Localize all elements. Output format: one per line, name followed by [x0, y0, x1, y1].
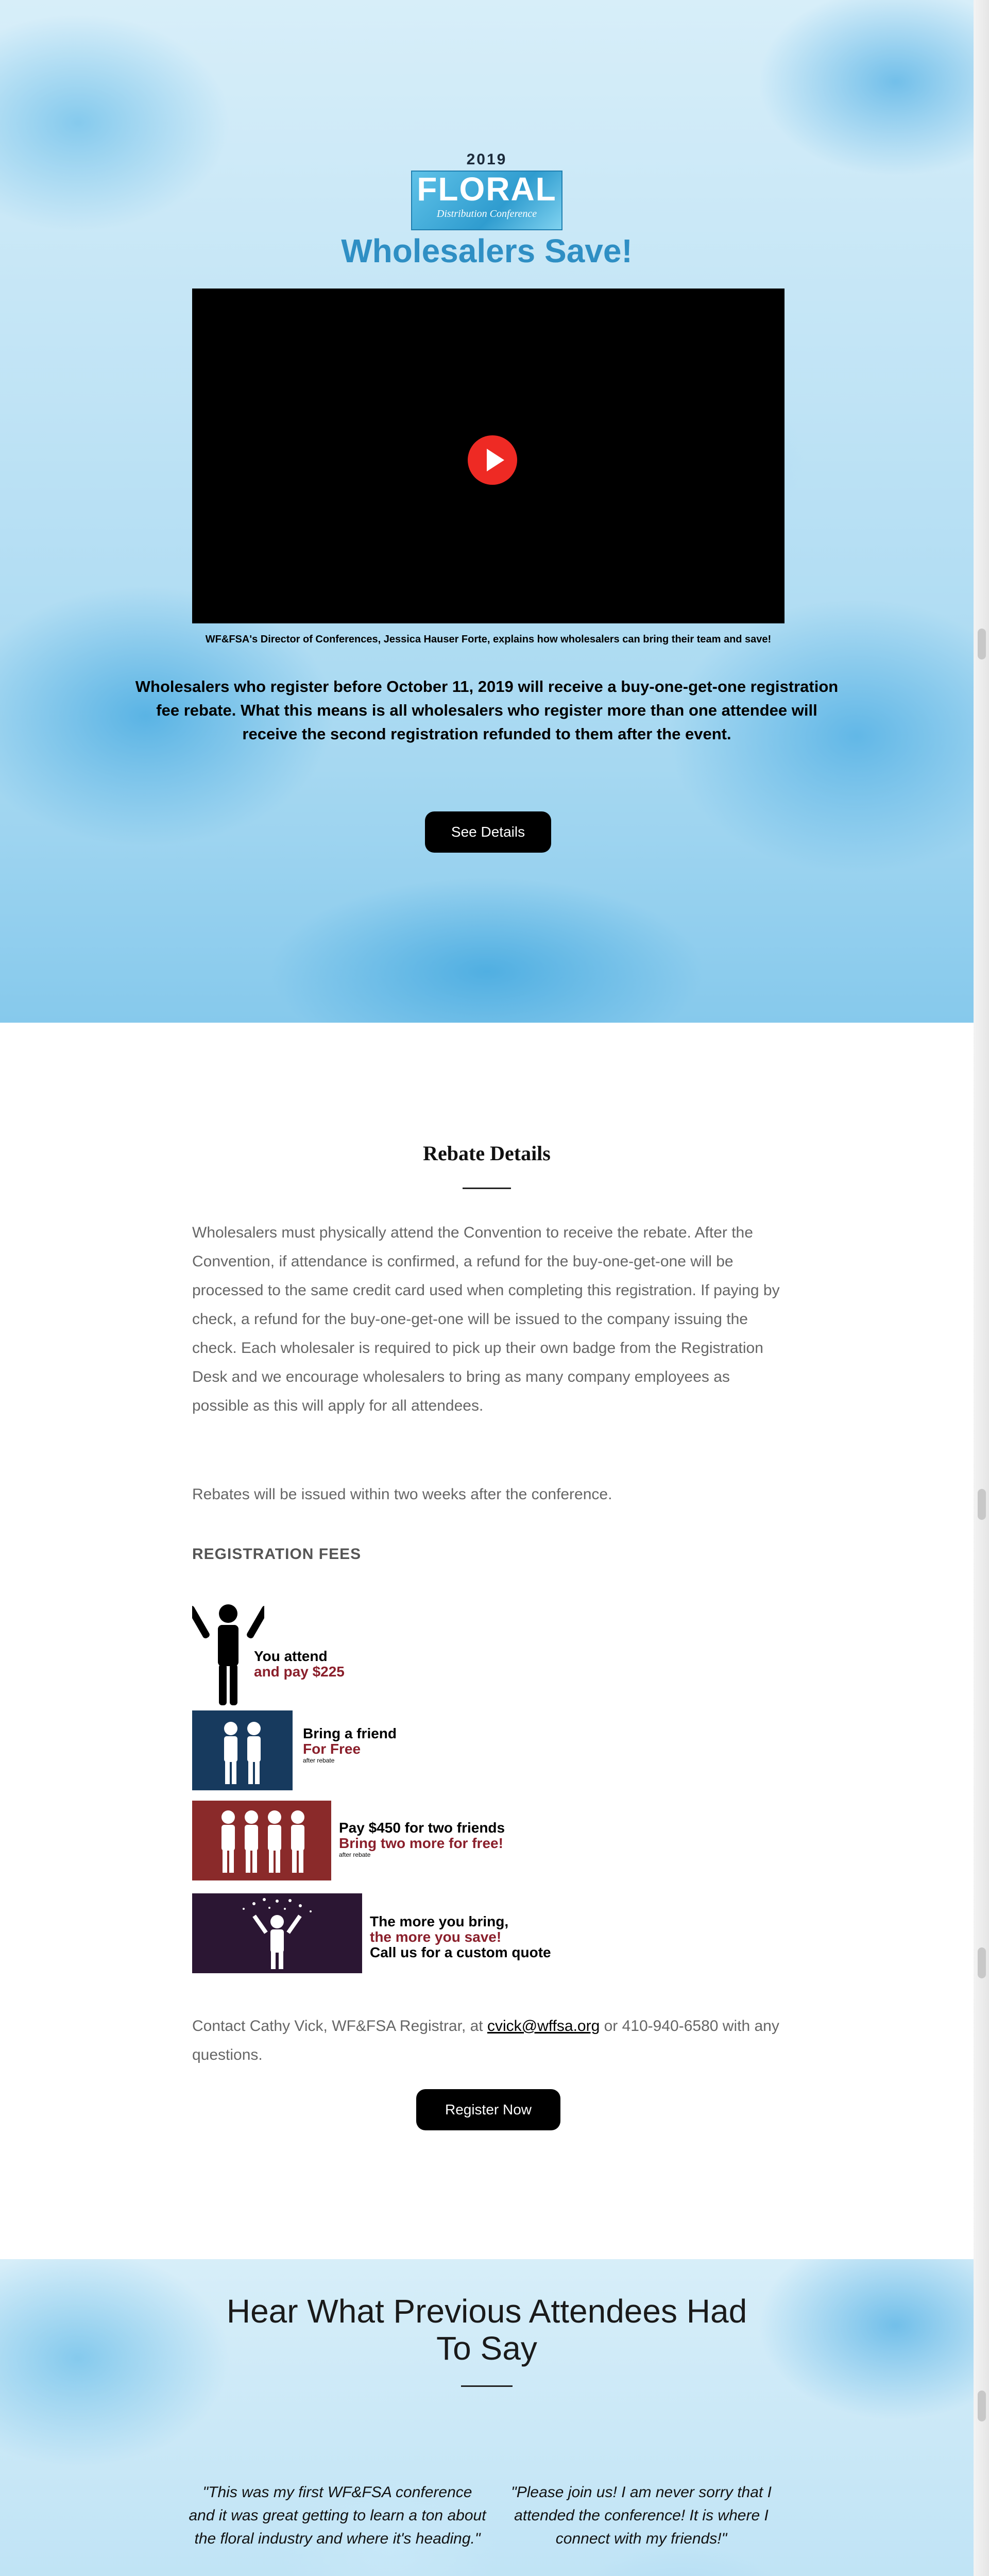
- tier-1-line1: You attend: [254, 1648, 328, 1664]
- testimonial-2: [492, 2481, 791, 2576]
- logo-subtitle: Distribution Conference: [436, 208, 537, 219]
- fee-tier-3: [192, 1801, 553, 1880]
- hero-title: Wholesalers Save!: [341, 232, 633, 269]
- hero-section: [0, 0, 974, 1023]
- two-people-icon: [192, 1710, 293, 1790]
- video-player[interactable]: [192, 289, 785, 623]
- testimonials-section: [0, 2259, 974, 2576]
- register-now-button[interactable]: Register Now: [416, 2089, 560, 2130]
- testimonial-2-text: "Please join us! I am never sorry that I attended the conference! It is where I connect with my friends!": [511, 2484, 772, 2547]
- see-details-button[interactable]: See Details: [425, 811, 551, 853]
- tier-2-line3: after rebate: [303, 1757, 335, 1764]
- scroll-thumb[interactable]: [978, 629, 986, 659]
- contact-text: [192, 2012, 785, 2070]
- conference-logo: [410, 152, 564, 232]
- rebate-paragraph: Wholesalers must physically attend the Convention to receive the rebate. After the Convention, if attendance is confirmed, a refund for the buy-one-get-one will be processed to the same credit card used when completing this registration. If paying by check, a refund for the buy-one-get-one will be issued to the company issuing the check. Each wholesaler is required to pick up their own badge from the Registration Desk and we encourage wholesalers to bring as many company employees as possible as this will apply for all attendees.: [192, 1224, 780, 1414]
- contact-prefix: Contact Cathy Vick, WF&FSA Registrar, at: [192, 2018, 487, 2035]
- tier-3-line2: Bring two more for free!: [339, 1835, 503, 1851]
- testimonials-title: Hear What Previous Attendees Had To Say: [226, 2293, 747, 2367]
- tier-3-line1: Pay $450 for two friends: [339, 1820, 505, 1836]
- play-icon[interactable]: [468, 435, 517, 485]
- video-caption: WF&FSA's Director of Conferences, Jessica Hauser Forte, explains how wholesalers can bring their team and save!: [205, 634, 772, 645]
- scroll-thumb[interactable]: [978, 2391, 986, 2421]
- fee-tier-1: [192, 1602, 450, 1705]
- logo-title: FLORAL: [417, 171, 557, 208]
- rebate-timing: Rebates will be issued within two weeks after the conference.: [192, 1486, 612, 1503]
- group-icon: [192, 1801, 331, 1880]
- testimonial-2-author: [492, 2573, 791, 2576]
- fees-label: REGISTRATION FEES: [192, 1546, 362, 1563]
- rebate-title: Rebate Details: [423, 1142, 551, 1165]
- divider: [463, 1188, 511, 1189]
- tier-2-line2: For Free: [303, 1741, 361, 1757]
- testimonial-1: [188, 2481, 487, 2576]
- tier-1-line2: and pay $225: [254, 1664, 345, 1680]
- scrollbar[interactable]: [974, 0, 989, 2576]
- tier-4-line2: the more you save!: [370, 1929, 502, 1945]
- tier-3-line3: after rebate: [339, 1851, 371, 1858]
- hero-body: Wholesalers who register before October 11, 2019 will receive a buy-one-get-one registration fee rebate. What this means is all wholesalers who register more than one attendee will receive the second registration refunded to them after the event.: [135, 677, 839, 743]
- contact-email-link[interactable]: cvick@wffsa.org: [487, 2018, 600, 2035]
- rebate-section: [0, 1023, 974, 2259]
- fee-tier-4: [192, 1893, 604, 1973]
- tier-4-line1: The more you bring,: [370, 1913, 509, 1929]
- scroll-thumb[interactable]: [978, 1947, 986, 1978]
- person-icon: [192, 1602, 264, 1705]
- scroll-thumb[interactable]: [978, 1489, 986, 1520]
- testimonial-1-author: [188, 2573, 487, 2576]
- testimonial-1-text: "This was my first WF&FSA conference and it was great getting to learn a ton about the floral industry and where it's heading.": [189, 2484, 486, 2547]
- logo-year: 2019: [466, 151, 507, 168]
- divider: [461, 2385, 513, 2387]
- tier-4-line3: Call us for a custom quote: [370, 1944, 551, 1960]
- contact-suffix: or 410-940-6580 with any questions.: [192, 2018, 779, 2063]
- logo-box: [411, 171, 562, 230]
- fee-tier-2: [192, 1710, 501, 1790]
- tier-2-line1: Bring a friend: [303, 1725, 397, 1741]
- celebration-icon: [192, 1893, 362, 1973]
